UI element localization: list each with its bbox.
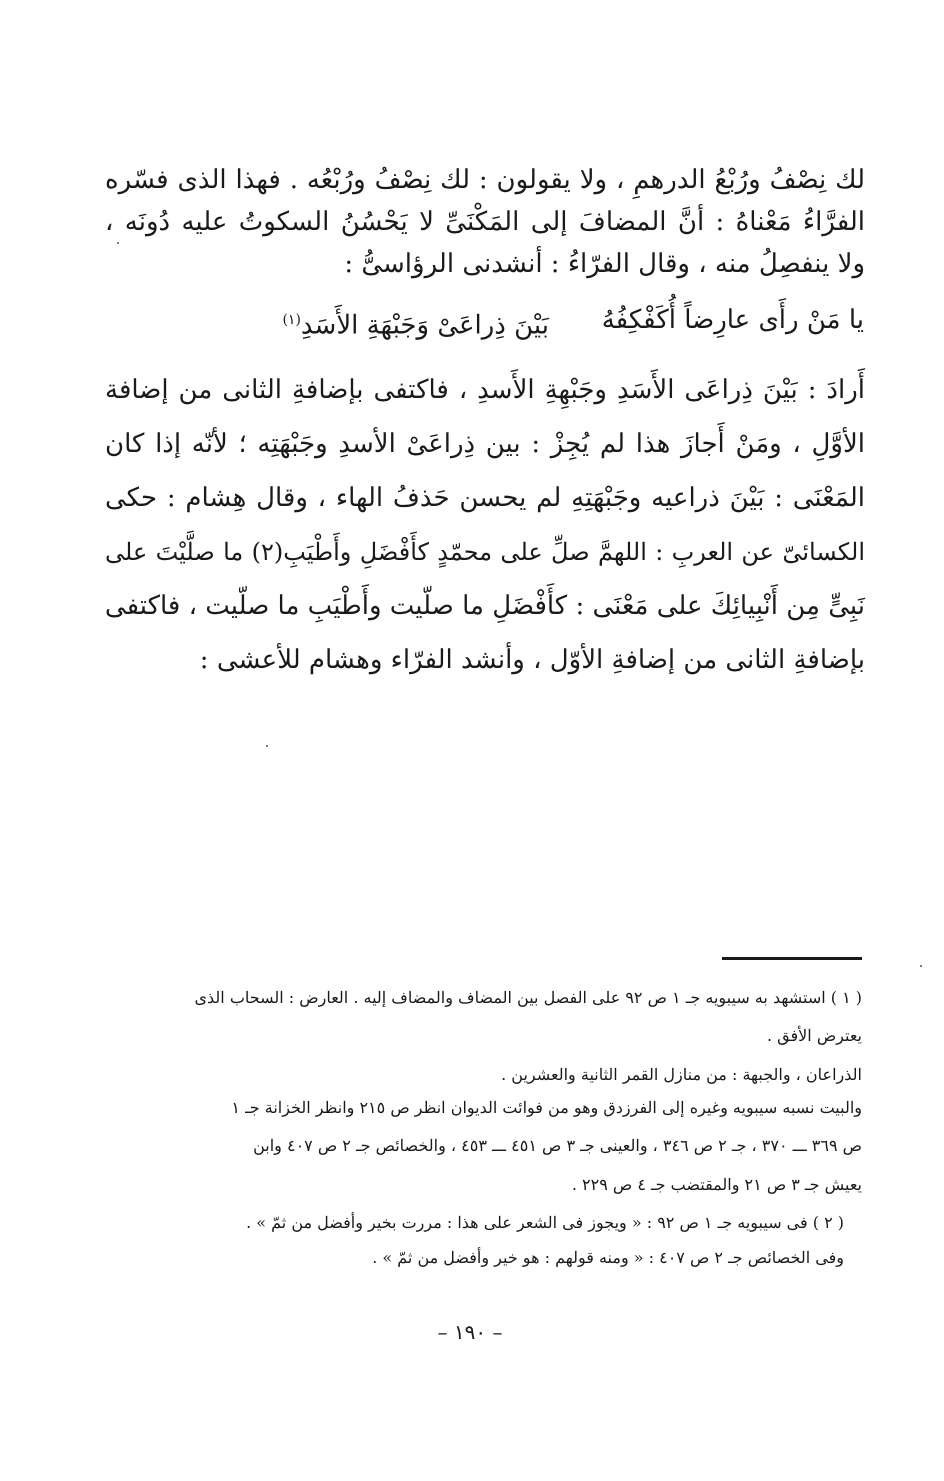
footnote-line: والبيت نسبه سيبويه وغيره إلى الفرزدق وهو من فوائت الديوان انظر ص ٢١٥ وانظر الخزانة جـ ١ (231, 1098, 862, 1117)
verse-hemistich-left (282, 300, 549, 346)
text-line: الكسائىّ عن العربِ : اللهمَّ صلِّ على محمّدٍ كأَفْضَلِ وأَطْيَبِ(٢) ما صلَّيْتَ على (105, 538, 865, 566)
scan-speck (266, 745, 268, 747)
verse-right-text: يا مَنْ رأَى عارِضاً أُكَفْكِفُهُ (601, 305, 864, 335)
verse-left-text: بَيْنَ ذِراعَىْ وَجَبْهَةِ الأَسَدِ (300, 310, 549, 341)
text-line: المَعْنَى : بَيْنَ ذراعيه وجَبْهَتِهِ لم يحسن حَذفُ الهاء ، وقال هِشام : حكى (105, 483, 865, 513)
text-line: لك نِصْفُ ورُبْعُ الدرهمِ ، ولا يقولون : لك نِصْفُ ورُبْعُه . فهذا الذى فسّره (105, 165, 865, 195)
footnote-line: ص ٣٦٩ ـــ ٣٧٠ ، جـ ٢ ص ٣٤٦ ، والعينى جـ ٣ ص ٤٥١ ـــ ٤٥٣ ، والخصائص جـ ٢ ص ٤٠٧ وابن (253, 1136, 862, 1155)
scan-speck (117, 242, 119, 244)
footnote-line: ( ٢ ) فى سيبويه جـ ١ ص ٩٢ : « ويجوز فى الشعر على هذا : مررت بخير وأفضل من ثمّ » . (246, 1213, 844, 1232)
text-line: الفرَّاءُ مَعْناهُ : أنَّ المضافَ إلى المَكْنَىِّ لا يَحْسُنُ السكوتُ عليه دُونَه ، (105, 207, 865, 237)
text-line: بإضافةِ الثانى من إضافةِ الأوّل ، وأنشد الفرّاء وهشام للأعشى : (199, 645, 865, 675)
paragraph-1 (105, 160, 865, 290)
footnote-line: الذراعان ، والجبهة : من منازل القمر الثانية والعشرين . (501, 1065, 862, 1084)
text-line: الأوَّلِ ، ومَنْ أَجازَ هذا لم يُجِزْ : بين ذِراعَىْ الأسدِ وجَبْهَتِه ؛ لأنّه إذا كان (105, 429, 865, 459)
footnote-line: يعيش جـ ٣ ص ٢١ والمقتضب جـ ٤ ص ٢٢٩ . (571, 1175, 862, 1194)
footnote-marker: (١) (282, 312, 301, 328)
footnote-line: ( ١ ) استشهد به سيبويه جـ ١ ص ٩٢ على الفصل بين المضاف والمضاف إليه . العارض : السحاب الذى (194, 988, 862, 1007)
text-line: نَبِىٍّ مِن أَنْبِيائِكَ على مَعْنَى : كأَفْضَلِ ما صلّيت وأَطْيَبِ ما صلّيت ، فاكتفى (104, 591, 865, 621)
text-line: ولا ينفصِلُ منه ، وقال الفرّاءُ : أنشدنى الرؤاسىُّ : (344, 249, 865, 279)
footnote-separator (722, 957, 862, 960)
footnote-line: يعترض الأفق . (767, 1026, 862, 1045)
scan-speck (920, 965, 922, 967)
verse-hemistich-right (602, 300, 864, 340)
paragraph-2 (104, 370, 865, 675)
page-number: – ١٩٠ – (437, 1320, 503, 1344)
footnote-line: وفى الخصائص جـ ٢ ص ٤٠٧ : « ومنه قولهم : هو خير وأفضل من ثمّ » . (372, 1248, 844, 1267)
text-line: أَرادَ : بَيْنَ ذِراعَى الأَسَدِ وجَبْهِةِ الأَسدِ ، فاكتفى بإضافةِ الثانى من إضافة (105, 375, 865, 405)
